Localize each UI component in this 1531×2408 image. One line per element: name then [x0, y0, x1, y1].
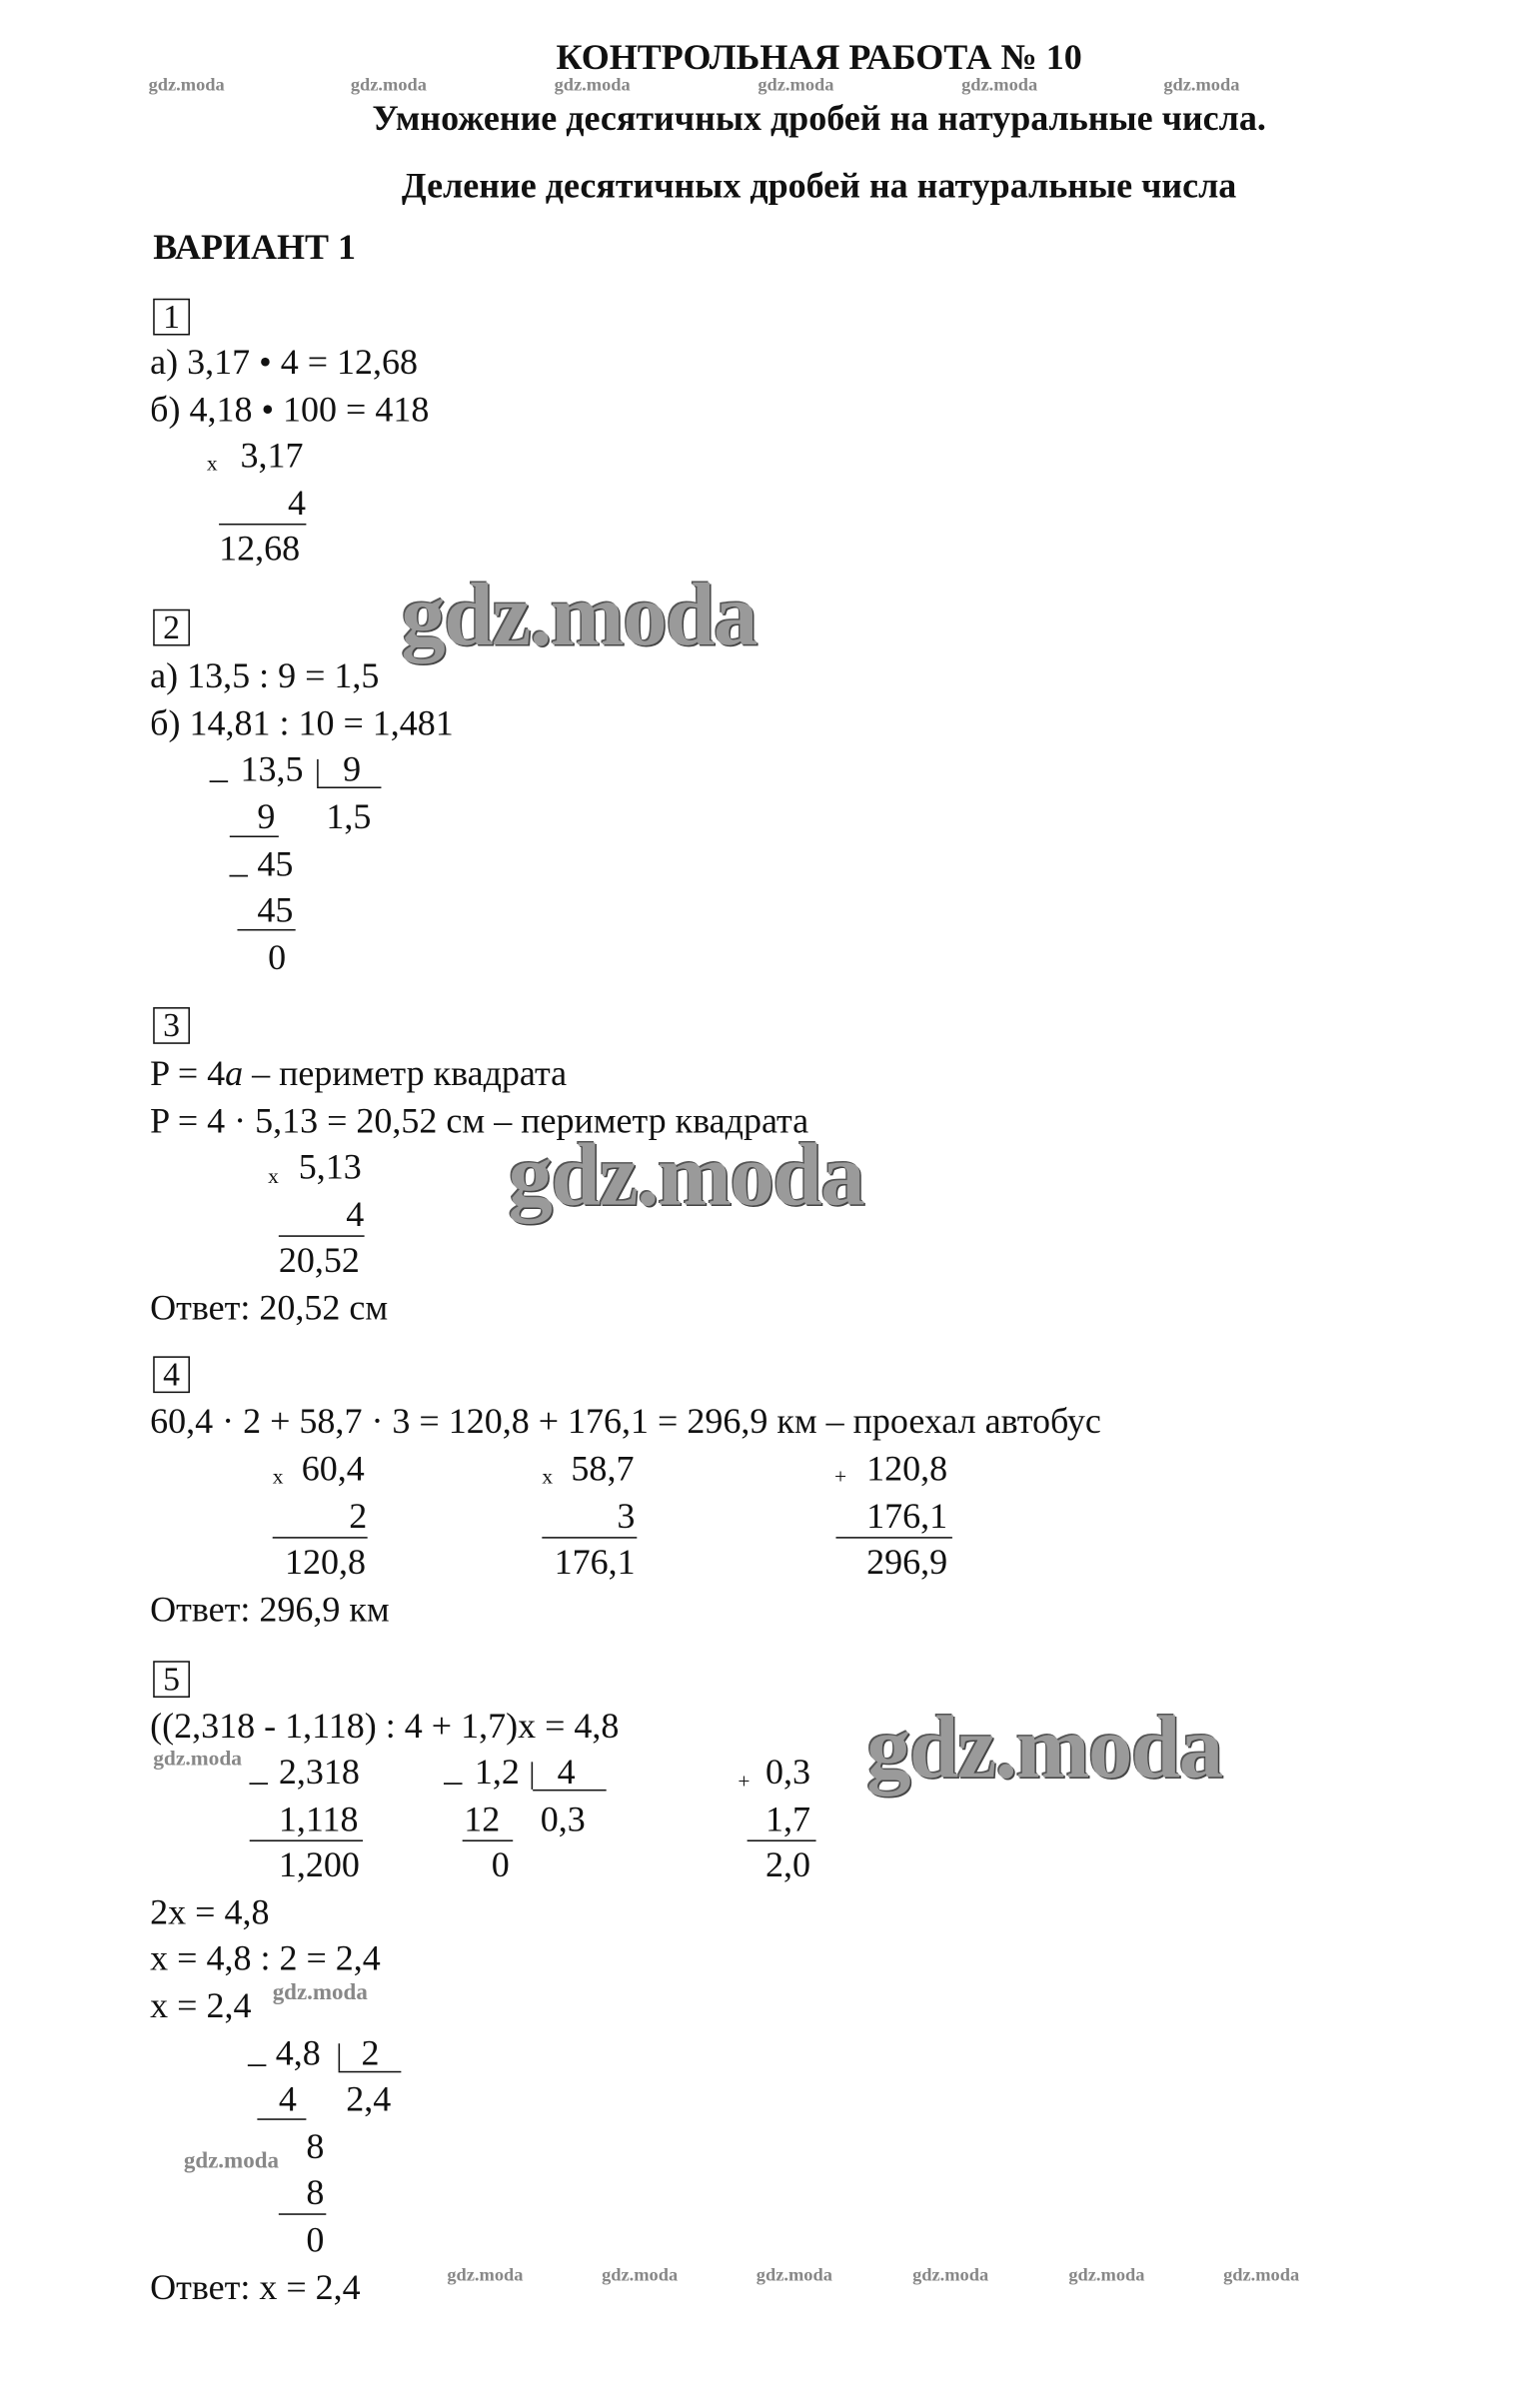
division-bar: [339, 2043, 341, 2071]
result: 12,68: [219, 530, 301, 570]
formula-desc: – периметр квадрата: [243, 1054, 568, 1095]
underline: [339, 2071, 402, 2073]
task3-line-2: P = 4 · 5,13 = 20,52 см – периметр квадрата: [150, 1102, 809, 1142]
formula: P = 4: [150, 1054, 226, 1095]
operand: 120,8: [866, 1449, 948, 1490]
task5-line-3: x = 4,8 : 2 = 2,4: [150, 1939, 381, 1979]
divisor: 4: [557, 1753, 576, 1793]
task-number-box: 5: [153, 1661, 190, 1698]
underline: [230, 835, 279, 837]
underline: [219, 524, 306, 526]
task2-line-a: а) 13,5 : 9 = 1,5: [150, 656, 380, 697]
result: 1,200: [278, 1845, 360, 1886]
watermark: gdz.moda: [1163, 73, 1240, 95]
operand: 2,318: [278, 1753, 360, 1793]
division-bar: [532, 1762, 534, 1790]
multiply-sign: x: [272, 1466, 284, 1490]
task3-line-1: [150, 1053, 567, 1096]
watermark: gdz.moda: [350, 73, 427, 95]
answer: Ответ: 296,9 км: [150, 1590, 390, 1631]
underline: [257, 2118, 306, 2120]
operand: 2: [349, 1497, 368, 1538]
result: 120,8: [284, 1543, 366, 1584]
division-bar: [317, 759, 319, 787]
remainder: 8: [306, 2127, 325, 2168]
watermark-large: gdz.moda: [401, 565, 757, 664]
watermark: gdz.moda: [272, 1980, 368, 2005]
subtrahend: 45: [257, 890, 294, 931]
remainder: 45: [257, 844, 294, 885]
operand: 4: [346, 1195, 365, 1236]
operand: 4: [288, 484, 307, 524]
task2-line-b: б) 14,81 : 10 = 1,481: [150, 703, 454, 744]
watermark: gdz.moda: [961, 73, 1038, 95]
minus-sign: _: [209, 746, 228, 787]
divisor: 2: [361, 2034, 380, 2074]
multiply-sign: x: [542, 1466, 554, 1490]
underline: [273, 1537, 368, 1539]
remainder: 0: [306, 2220, 325, 2261]
watermark-large: gdz.moda: [866, 1697, 1222, 1798]
multiply-sign: x: [268, 1166, 279, 1190]
task1-line-a: а) 3,17 • 4 = 12,68: [150, 343, 419, 383]
dividend: 1,2: [474, 1753, 520, 1793]
task4-line-1: 60,4 · 2 + 58,7 · 3 = 120,8 + 176,1 = 296,9 км – проехал автобус: [150, 1402, 1101, 1443]
minus-sign: _: [248, 2030, 267, 2071]
multiply-sign: x: [206, 453, 218, 477]
underline: [542, 1537, 637, 1539]
answer: Ответ: 20,52 см: [150, 1288, 389, 1329]
underline: [237, 929, 295, 931]
task5-equation: ((2,318 - 1,118) : 4 + 1,7)x = 4,8: [150, 1707, 620, 1748]
watermark: gdz.moda: [447, 2263, 524, 2286]
watermark: gdz.moda: [183, 2148, 279, 2174]
divisor: 9: [343, 749, 362, 790]
task-number-box: 2: [153, 609, 190, 646]
plus-sign: +: [833, 1466, 847, 1490]
operand: 60,4: [301, 1449, 365, 1490]
answer: Ответ: x = 2,4: [150, 2268, 361, 2309]
underline: [835, 1537, 951, 1539]
watermark: gdz.moda: [148, 73, 225, 95]
underline: [463, 1839, 514, 1841]
dividend: 4,8: [275, 2034, 321, 2074]
underline: [279, 1235, 365, 1237]
task1-line-b: б) 4,18 • 100 = 418: [150, 390, 430, 431]
underline: [250, 1839, 363, 1841]
result: 20,52: [278, 1241, 360, 1282]
watermark: gdz.moda: [1068, 2263, 1145, 2286]
subtrahend: 12: [464, 1800, 501, 1840]
quotient: 2,4: [346, 2079, 392, 2120]
minus-sign: _: [229, 841, 248, 882]
result: 2,0: [766, 1845, 811, 1886]
page-title: КОНТРОЛЬНАЯ РАБОТА № 10: [556, 38, 1082, 79]
watermark: gdz.moda: [602, 2263, 679, 2286]
watermark: gdz.moda: [153, 1748, 242, 1772]
operand: 1,118: [278, 1800, 359, 1840]
task-number-box: 1: [153, 299, 190, 336]
minus-sign: _: [444, 1750, 463, 1790]
quotient: 0,3: [540, 1800, 586, 1840]
watermark: gdz.moda: [1223, 2263, 1300, 2286]
subtitle-2: Деление десятичных дробей на натуральные числа: [401, 166, 1237, 207]
task5-line-2: 2x = 4,8: [150, 1893, 270, 1933]
subtitle-1: Умножение десятичных дробей на натуральные числа.: [372, 99, 1266, 140]
dividend: 13,5: [240, 749, 304, 790]
subtrahend: 8: [306, 2173, 325, 2214]
watermark: gdz.moda: [554, 73, 631, 95]
result: 176,1: [554, 1543, 636, 1584]
operand: 3,17: [240, 436, 304, 477]
underline: [748, 1839, 816, 1841]
quotient: 1,5: [326, 797, 372, 838]
task-number-box: 3: [153, 1007, 190, 1044]
operand: 176,1: [866, 1497, 948, 1538]
subtrahend: 9: [257, 797, 276, 838]
watermark-large: gdz.moda: [508, 1125, 864, 1225]
task5-line-4: x = 2,4: [150, 1986, 252, 2027]
operand: 5,13: [298, 1148, 362, 1188]
underline: [533, 1790, 607, 1792]
remainder: 0: [491, 1845, 510, 1886]
operand: 58,7: [571, 1449, 635, 1490]
task-number-box: 4: [153, 1356, 190, 1393]
remainder: 0: [268, 938, 287, 978]
operand: 1,7: [766, 1800, 811, 1840]
watermark: gdz.moda: [758, 73, 834, 95]
underline: [279, 2213, 326, 2215]
variant-heading: ВАРИАНТ 1: [153, 228, 356, 269]
underline: [317, 786, 381, 788]
plus-sign: +: [738, 1771, 751, 1795]
operand: 0,3: [766, 1753, 811, 1793]
minus-sign: _: [249, 1750, 268, 1790]
watermark: gdz.moda: [756, 2263, 832, 2286]
subtrahend: 4: [278, 2079, 297, 2120]
result: 296,9: [866, 1543, 948, 1584]
variable: a: [225, 1054, 244, 1095]
operand: 3: [617, 1497, 636, 1538]
watermark: gdz.moda: [912, 2263, 989, 2286]
